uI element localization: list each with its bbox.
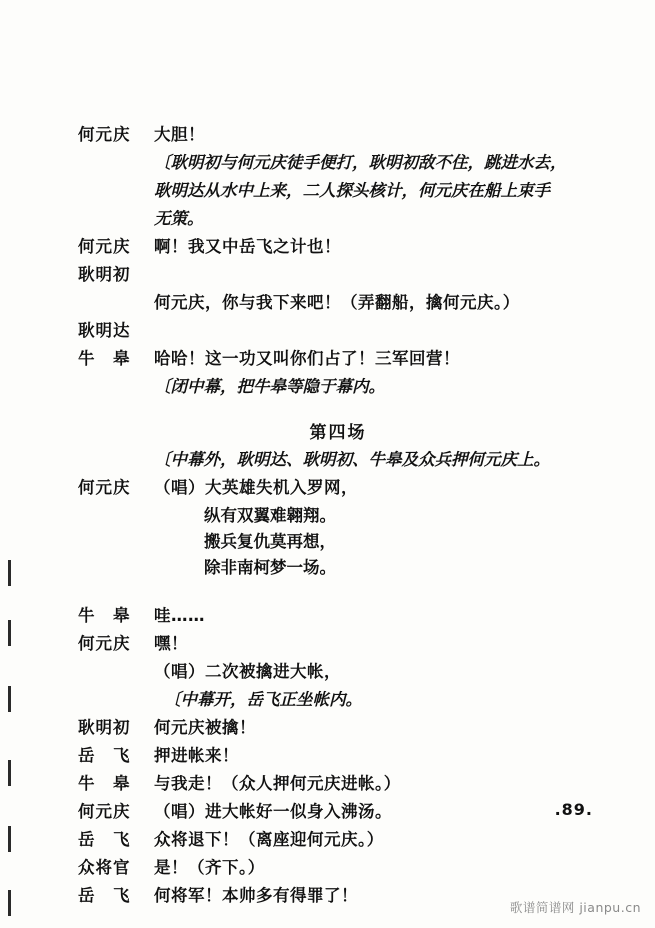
margin-tick [8,760,11,786]
speaker-label: 众将官 [78,858,131,877]
speaker-label: 耿明初 [78,265,131,284]
dialogue-line [78,715,598,741]
aria-line: 纵有双翼难翱翔。 [204,506,336,525]
dialogue-text: 何元庆被擒！ [154,718,256,737]
speaker-label: 何元庆 [78,237,131,256]
stage-direction-cont: 耿明达从水中上来，二人探头核计，何元庆在船上束手 [154,181,550,200]
watermark: 歌谱简谱网 jianpu.cn [509,900,641,915]
dialogue-text: 与我走！（众人押何元庆进帐。） [154,774,401,793]
speaker-label: 牛 皋 [78,774,131,793]
speaker-label: 何元庆 [78,802,131,821]
aria-first-line: 二次被擒进大帐， [205,662,341,681]
aria-text [154,475,598,501]
dialogue-text: 啊！我又中岳飞之计也！ [154,237,341,256]
dialogue-text: 押进帐来！ [154,746,239,765]
aria-first-line: 大英雄失机入罗网， [205,478,358,497]
margin-tick [8,686,11,712]
sing-marker: （唱） [154,662,205,681]
dialogue-text: （唱）进大帐好一似身入沸汤。 [154,802,392,821]
dialogue-text: 嘿！ [154,634,188,653]
script-body [78,122,598,911]
dialogue-text: 是！（齐下。） [154,858,265,877]
dialogue-line [78,603,598,629]
speaker-label: 牛 皋 [78,349,131,368]
dialogue-text: 何元庆，你与我下来吧！（弄翻船，擒何元庆。） [154,293,520,312]
speaker-label: 何元庆 [78,125,131,144]
dialogue-line [78,631,598,657]
dialogue-line [78,290,598,316]
margin-tick [8,620,11,646]
aria-line: 除非南柯梦一场。 [204,558,336,577]
speaker-label: 岳 飞 [78,830,131,849]
margin-tick [8,560,11,586]
aria-head-line [78,659,598,685]
speaker-label: 耿明初 [78,718,131,737]
dialogue-line [78,346,598,372]
speaker-label: 何元庆 [78,634,131,653]
aria-head-line [78,475,598,501]
stage-direction: 〔闭中幕，把牛皋等隐于幕内。 [154,377,385,396]
page-number: .89. [554,800,593,819]
dialogue-line [78,799,598,825]
speaker-label: 牛 皋 [78,606,131,625]
spacer [78,581,598,603]
dialogue-text: 哈哈！这一功又叫你们占了！三军回营！ [154,349,460,368]
dialogue-line [78,262,598,288]
speaker-label: 岳 飞 [78,746,131,765]
aria-line: 搬兵复仇莫再想， [204,532,336,551]
dialogue-line [78,318,598,344]
dialogue-text: 何将军！本帅多有得罪了！ [154,886,358,905]
speaker-label: 耿明达 [78,321,131,340]
margin-tick [8,826,11,852]
stage-direction: 〔耿明初与何元庆徒手便打，耿明初敌不住，跳进水去， [154,153,567,172]
dialogue-line [78,827,598,853]
dialogue-line [78,122,598,148]
stage-direction-cont: 无策。 [154,209,204,228]
dialogue-line [78,855,598,881]
dialogue-line [78,771,598,797]
dialogue-line [78,234,598,260]
speaker-label: 何元庆 [78,478,131,497]
dialogue-line [78,743,598,769]
dialogue-text: 大胆！ [154,125,205,144]
sing-marker: （唱） [154,478,205,497]
dialogue-text: 哇…… [154,606,205,625]
speaker-label: 岳 飞 [78,886,131,905]
dialogue-text: 众将退下！（离座迎何元庆。） [154,830,384,849]
stage-direction: 〔中幕开，岳飞正坐帐内。 [164,690,362,709]
stage-direction: 〔中幕外，耿明达、耿明初、牛皋及众兵押何元庆上。 [154,450,550,469]
margin-tick [8,890,11,916]
aria-text [154,659,598,685]
scene-title: 第四场 [309,423,367,443]
